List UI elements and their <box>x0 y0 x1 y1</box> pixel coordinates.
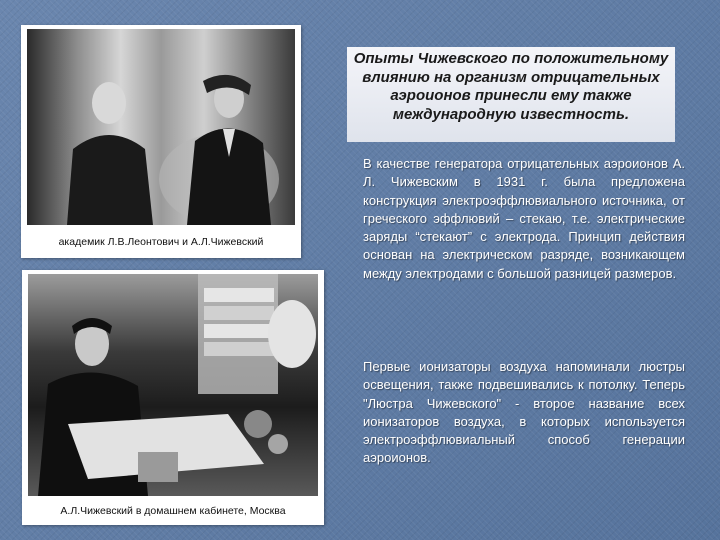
photo-two-men-illustration <box>27 29 295 225</box>
body-paragraph-chandelier: Первые ионизаторы воздуха напоминали люстры освещения, также подвешивались к потолку. Теперь "Люстра Чижевского" - второе название всех ионизаторов воздуха, в которых используется электроэффлювиальный способ генерации аэроионов. <box>363 359 685 466</box>
photo-card-leontovich-chizhevsky <box>21 25 301 258</box>
photo-caption: А.Л.Чижевский в домашнем кабинете, Москва <box>60 505 286 517</box>
photo-two-men-seated <box>27 29 295 225</box>
photo-man-at-desk <box>28 274 318 496</box>
slide-title: Опыты Чижевского по положительному влиянию на организм отрицательных аэроионов принесли ему также международную известность. <box>353 50 669 123</box>
body-paragraph-generator: В качестве генератора отрицательных аэроионов А. Л. Чижевским в 1931 г. была предложена конструкция электроэффлювиального источника, от греческого эффлювий – стекаю, т.е. электрические заряды “стекают” с электрода. Принцип действия основан на электрическом разряде, возникающем между электродами с большой разницей размеров. <box>363 156 685 281</box>
photo-desk-illustration <box>28 274 318 496</box>
photo-card-home-office <box>22 270 324 525</box>
photo-caption: академик Л.В.Леонтович и А.Л.Чижевский <box>58 236 264 248</box>
